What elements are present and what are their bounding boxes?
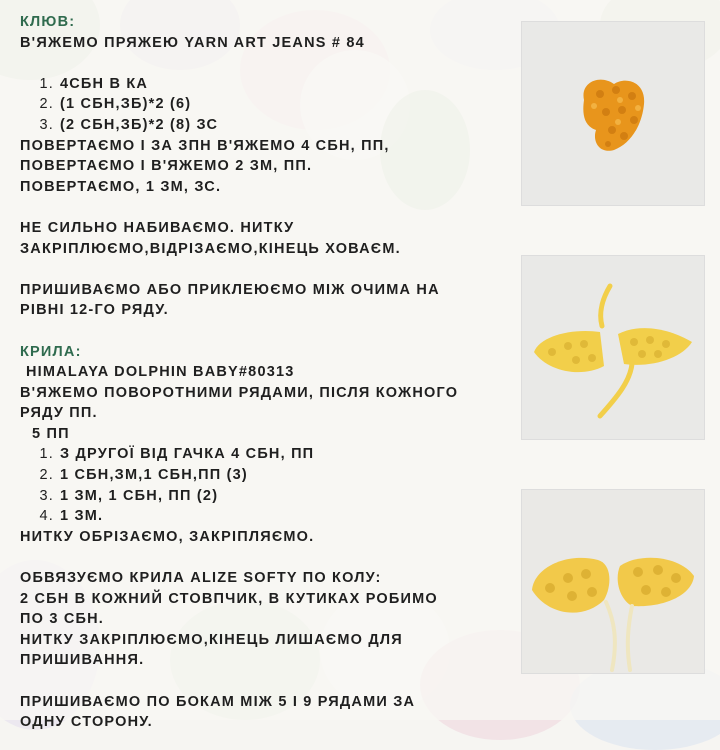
wings-photo-2: [522, 490, 704, 673]
beak-heading: КЛЮВ:: [20, 14, 76, 30]
wings-edge-line-4: НИТКУ ЗАКРІПЛЮЄМО,КІНЕЦЬ ЛИШАЄМО ДЛЯ: [20, 631, 403, 648]
wings-yarn: HIMALAYA DOLPHIN BABY#80313: [26, 364, 295, 381]
wings-photo-1: [522, 256, 704, 439]
beak-photo: [522, 22, 704, 205]
beak-step-3: 3. (2 СБН,ЗБ)*2 (8) ЗС: [39, 116, 219, 133]
wings-chain: 5 ПП: [32, 425, 70, 442]
wings-step-2: 2. 1 СБН,ЗМ,1 СБН,ПП (3): [39, 467, 248, 484]
beak-stuff-line-2: ЗАКРІПЛЮЄМО,ВІДРІЗАЄМО,КІНЕЦЬ ХОВАЄМ.: [20, 240, 401, 257]
beak-yarn: В'ЯЖЕМО ПРЯЖЕЮ YARN ART JEANS # 84: [20, 34, 365, 51]
wings-step-3: 3. 1 ЗМ, 1 СБН, ПП (2): [39, 487, 219, 504]
wings-edge-line-2: 2 СБН В КОЖНИЙ СТОВПЧИК, В КУТИКАХ РОБИМО: [20, 590, 438, 607]
wings-cut-line: НИТКУ ОБРІЗАЄМО, ЗАКРІПЛЯЄМО.: [20, 528, 315, 545]
wings-step-1: 1. З ДРУГОЇ ВІД ГАЧКА 4 СБН, ПП: [39, 446, 315, 463]
beak-stuff-line-1: НЕ СИЛЬНО НАБИВАЄМО. НИТКУ: [20, 219, 295, 236]
beak-turn-line-2: ПОВЕРТАЄМО І В'ЯЖЕМО 2 ЗМ, ПП.: [20, 158, 313, 175]
beak-illustration: [522, 22, 704, 205]
beak-turn-line-3: ПОВЕРТАЄМО, 1 ЗМ, ЗС.: [20, 178, 222, 195]
beak-turn-line-1: ПОВЕРТАЄМО І ЗА ЗПН В'ЯЖЕМО 4 СБН, ПП,: [20, 137, 390, 154]
wings-final-line-2: ОДНУ СТОРОНУ.: [20, 714, 153, 731]
wings-intro-line-1: В'ЯЖЕМО ПОВОРОТНИМИ РЯДАМИ, ПІСЛЯ КОЖНОГО: [20, 384, 459, 401]
pattern-text: [20, 12, 520, 733]
wings-edged-illustration: [522, 490, 704, 673]
wings-final-line-1: ПРИШИВАЄМО ПО БОКАМ МІЖ 5 І 9 РЯДАМИ ЗА: [20, 693, 416, 710]
beak-sew-line-1: ПРИШИВАЄМО АБО ПРИКЛЕЮЄМО МІЖ ОЧИМА НА: [20, 281, 440, 298]
wings-edge-line-1: ОБВЯЗУЄМО КРИЛА ALIZE SOFTY ПО КОЛУ:: [20, 570, 382, 587]
wings-illustration: [522, 256, 704, 439]
wings-edge-line-3: ПО 3 СБН.: [20, 611, 105, 628]
wings-edge-line-5: ПРИШИВАННЯ.: [20, 652, 145, 669]
beak-sew-line-2: РІВНІ 12-ГО РЯДУ.: [20, 302, 169, 319]
wings-intro-line-2: РЯДУ ПП.: [20, 405, 98, 422]
beak-step-2: 2. (1 СБН,ЗБ)*2 (6): [39, 96, 192, 113]
wings-step-4: 4. 1 ЗМ.: [39, 508, 104, 525]
beak-step-1: 1. 4СБН В КА: [39, 75, 149, 92]
wings-heading: КРИЛА:: [20, 343, 82, 360]
